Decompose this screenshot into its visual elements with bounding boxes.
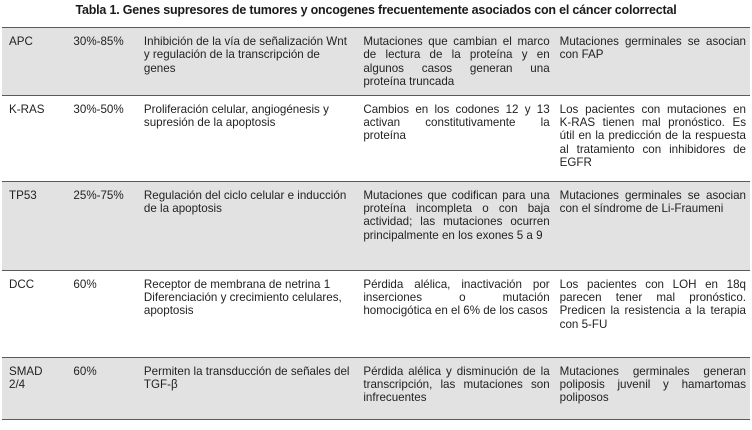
table-row — [2, 357, 750, 419]
function-cell — [138, 270, 357, 357]
genes-table — [2, 27, 750, 420]
table-row — [2, 181, 750, 270]
function-cell: Proliferación celular, angiogénesis y supresión de la apoptosis — [138, 95, 357, 181]
clinical-cell: Mutaciones germinales se asocian con el síndrome de Li-Fraumeni — [554, 181, 750, 270]
alteration-cell: Mutaciones que cambian el marco de lectura de la proteína y en algunos casos generan una proteína truncada — [357, 28, 553, 96]
frequency-cell: 60% — [65, 357, 137, 419]
function-cell: Permiten la transducción de señales del TGF-β — [138, 357, 357, 419]
table-row — [2, 95, 750, 181]
alteration-cell: Mutaciones que codifican para una proteína incompleta o con baja actividad; las mutaciones ocurren principalmente en los exones 5 a 9 — [357, 181, 553, 270]
gene-cell: TP53 — [2, 181, 65, 270]
gene-cell: DCC — [2, 270, 65, 357]
frequency-cell: 25%-75% — [65, 181, 137, 270]
clinical-cell: Mutaciones germinales se asocian con FAP — [554, 28, 750, 96]
alteration-cell: Pérdida alélica, inactivación por inserciones o mutación homocigótica en el 6% de los casos — [357, 270, 553, 357]
frequency-cell: 60% — [65, 270, 137, 357]
alteration-cell: Cambios en los codones 12 y 13 activan constitutivamente la proteína — [357, 95, 553, 181]
function-line: Diferenciación y crecimiento celulares, apoptosis — [143, 291, 342, 318]
table-title: Tabla 1. Genes supresores de tumores y oncogenes frecuentemente asociados con el cáncer colorrectal — [75, 3, 677, 17]
clinical-cell: Mutaciones germinales generan poliposis juvenil y hamartomas poliposos — [554, 357, 750, 419]
frequency-cell: 30%-85% — [65, 28, 137, 96]
table-row — [2, 270, 750, 357]
frequency-cell: 30%-50% — [65, 95, 137, 181]
clinical-cell: Los pacientes con mutaciones en K-RAS tienen mal pronóstico. Es útil en la predicción de la respuesta al tratamiento con inhibidores de EGFR — [554, 95, 750, 181]
gene-cell: APC — [2, 28, 65, 96]
function-cell: Regulación del ciclo celular e inducción de la apoptosis — [138, 181, 357, 270]
function-cell: Inhibición de la vía de señalización Wnt y regulación de la transcripción de genes — [138, 28, 357, 96]
alteration-cell: Pérdida alélica y disminución de la transcripción, las mutaciones son infrecuentes — [357, 357, 553, 419]
gene-cell: SMAD 2/4 — [2, 357, 65, 419]
function-line: Receptor de membrana de netrina 1 — [143, 277, 331, 291]
gene-cell: K-RAS — [2, 95, 65, 181]
table-row — [2, 28, 750, 96]
clinical-cell: Los pacientes con LOH en 18q parecen tener mal pronóstico. Predicen la resistencia a la terapia con 5-FU — [554, 270, 750, 357]
